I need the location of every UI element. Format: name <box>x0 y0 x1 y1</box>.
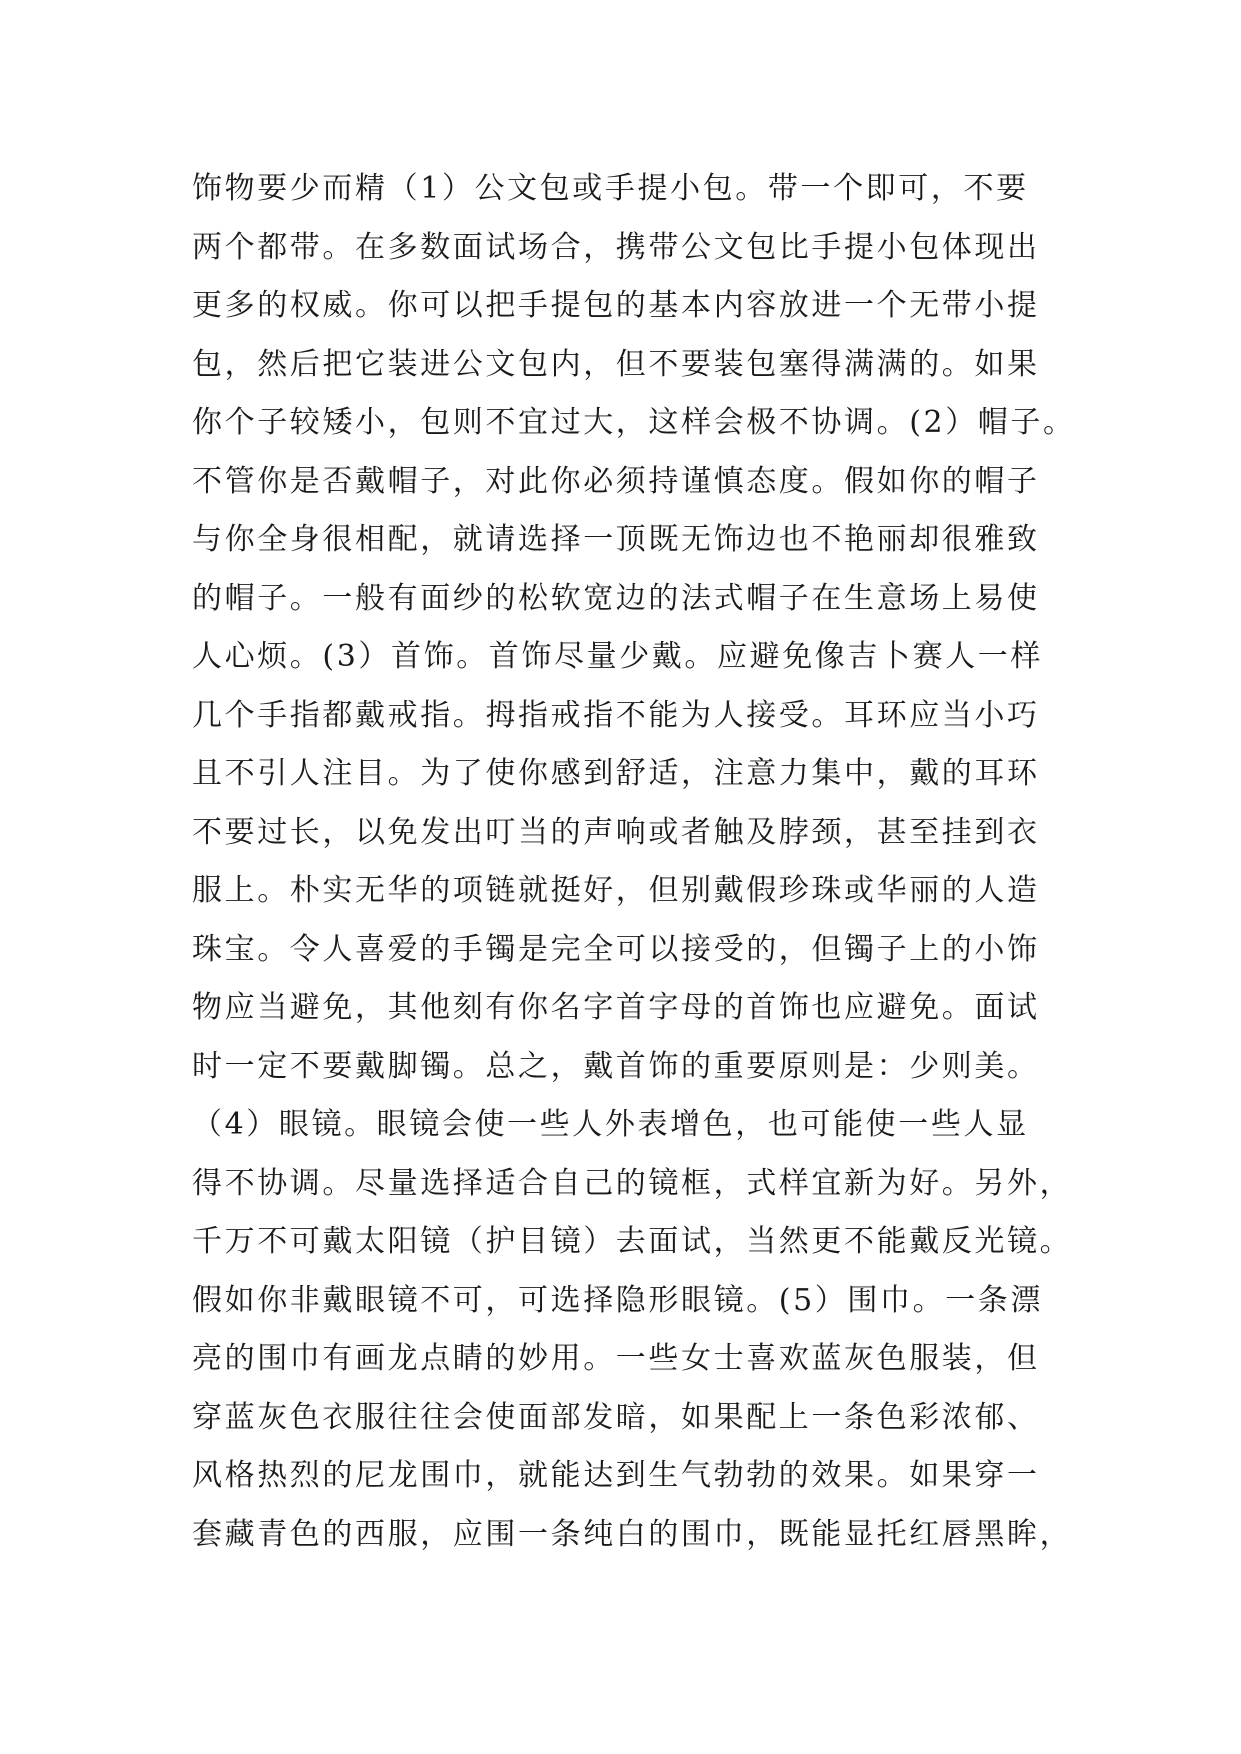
text-line: 风格热烈的尼龙围巾，就能达到生气勃勃的效果。如果穿一 <box>192 1458 1040 1493</box>
text-line: 穿蓝灰色衣服往往会使面部发暗，如果配上一条色彩浓郁、 <box>192 1399 1040 1435</box>
text-line: 得不协调。尽量选择适合自己的镜框，式样宜新为好。另外， <box>192 1165 1073 1201</box>
text-line: 服上。朴实无华的项链就挺好，但别戴假珍珠或华丽的人造 <box>192 873 1040 908</box>
body-text <box>192 160 1076 1564</box>
text-line: 时一定不要戴脚镯。总之，戴首饰的重要原则是：少则美。 <box>192 1048 1040 1084</box>
text-line: 你个子较矮小，包则不宜过大，这样会极不协调。(2）帽子。 <box>192 405 1076 440</box>
text-line: 珠宝。令人喜爱的手镯是完全可以接受的，但镯子上的小饰 <box>192 931 1040 967</box>
text-line: 不管你是否戴帽子，对此你必须持谨慎态度。假如你的帽子 <box>192 463 1040 499</box>
text-line: 不要过长，以免发出叮当的声响或者触及脖颈，甚至挂到衣 <box>192 814 1040 850</box>
text-line: 人心烦。(3）首饰。首饰尽量少戴。应避免像吉卜赛人一样 <box>192 639 1043 674</box>
text-line: 千万不可戴太阳镜（护目镜）去面试，当然更不能戴反光镜。 <box>192 1224 1073 1259</box>
text-line: 与你全身很相配，就请选择一顶既无饰边也不艳丽却很雅致 <box>192 522 1040 557</box>
text-line: 更多的权威。你可以把手提包的基本内容放进一个无带小提 <box>192 288 1040 323</box>
text-line: 几个手指都戴戒指。拇指戒指不能为人接受。耳环应当小巧 <box>192 697 1040 733</box>
text-line: 套藏青色的西服，应围一条纯白的围巾，既能显托红唇黑眸， <box>192 1516 1073 1552</box>
text-line: 两个都带。在多数面试场合，携带公文包比手提小包体现出 <box>192 229 1040 265</box>
text-line: 的帽子。一般有面纱的松软宽边的法式帽子在生意场上易使 <box>192 580 1040 616</box>
text-line: 饰物要少而精（1）公文包或手提小包。带一个即可，不要 <box>192 171 1029 206</box>
text-line: 假如你非戴眼镜不可，可选择隐形眼镜。(5）围巾。一条漂 <box>192 1282 1043 1318</box>
text-line: 包，然后把它装进公文包内，但不要装包塞得满满的。如果 <box>192 346 1040 382</box>
text-line: 亮的围巾有画龙点睛的妙用。一些女士喜欢蓝灰色服装，但 <box>192 1341 1040 1376</box>
text-line: （4）眼镜。眼镜会使一些人外表增色，也可能使一些人显 <box>192 1107 1029 1142</box>
text-line: 物应当避免，其他刻有你名字首字母的首饰也应避免。面试 <box>192 990 1040 1025</box>
text-line: 且不引人注目。为了使你感到舒适，注意力集中，戴的耳环 <box>192 756 1040 791</box>
